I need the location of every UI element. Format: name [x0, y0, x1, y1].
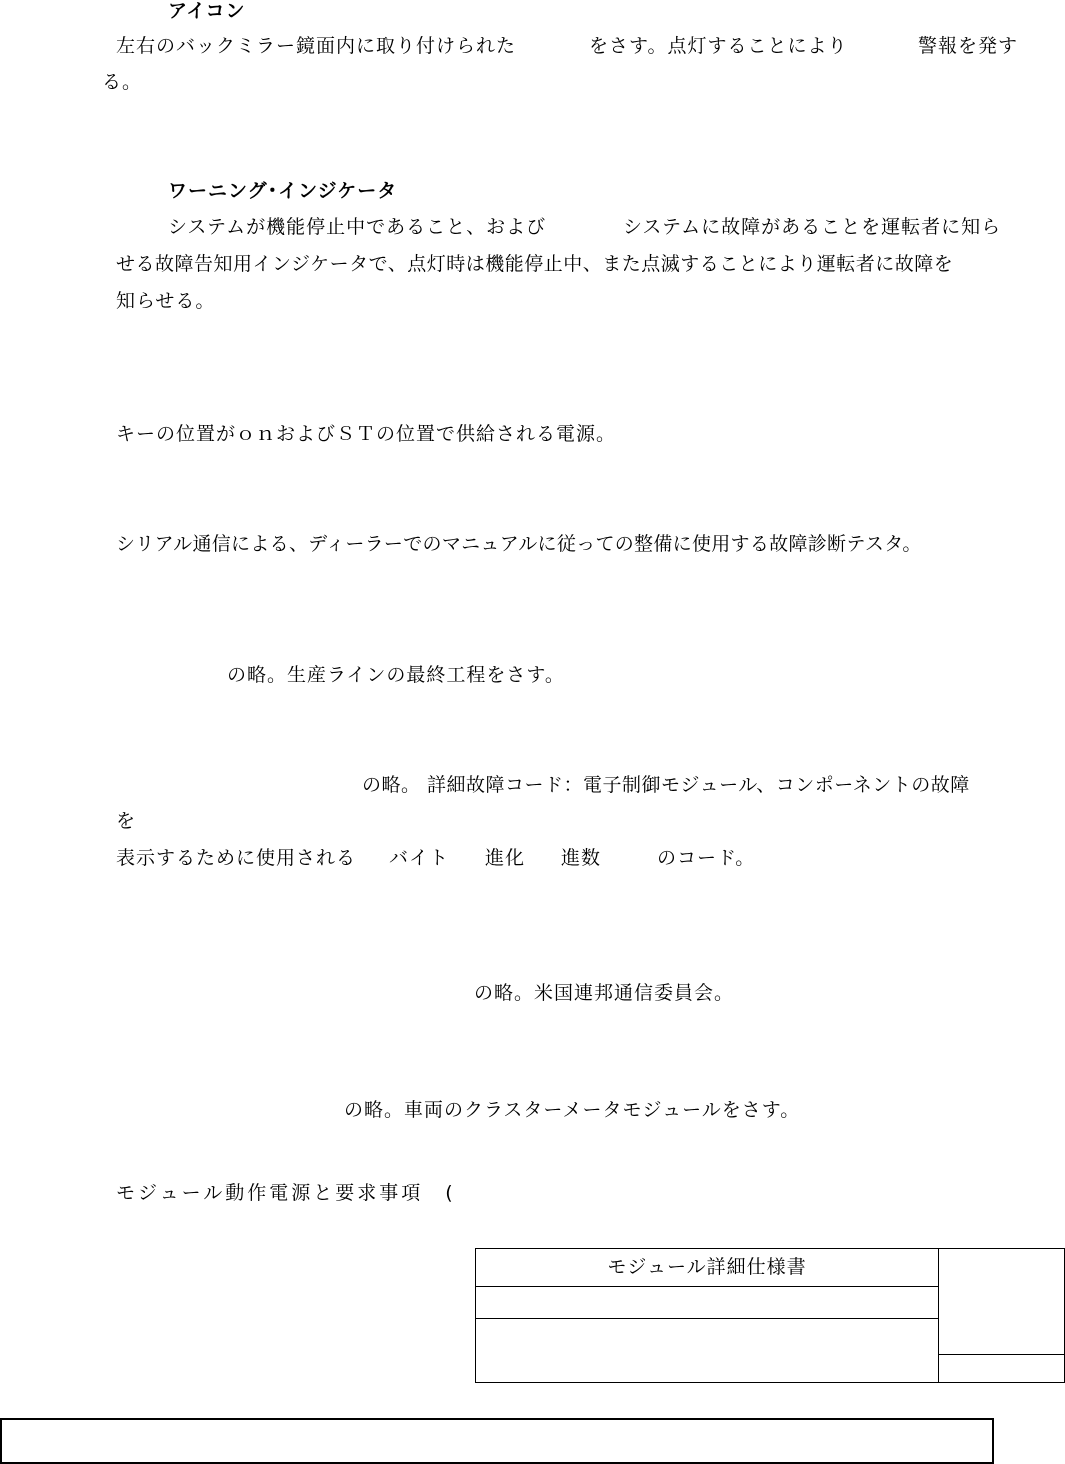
title-block-row-line-1 [475, 1286, 939, 1287]
ign-definition: キーの位置がｏｎおよびＳＴの位置で供給される電源。 [116, 423, 617, 445]
icon-desc-line1c: 警報を発す [918, 35, 1019, 57]
icon-desc-line2: る。 [102, 71, 143, 93]
dtc-definition-line2: を [116, 810, 137, 832]
warning-desc-line1a: システムが機能停止中であること、および [168, 216, 547, 238]
icon-heading: アイコン [168, 0, 246, 22]
power-requirements-heading: モジュール動作電源と要求事項 ( [116, 1182, 456, 1204]
dtc-definition-line3b: バイト [389, 847, 450, 869]
warning-desc-line3: 知らせる。 [116, 290, 216, 312]
warning-heading: ワーニング･インジケータ [168, 180, 398, 202]
dtc-definition-line3e: のコード。 [657, 847, 756, 869]
warning-desc-line1b: システムに故障があることを運転者に知ら [623, 216, 1002, 238]
dtc-definition-line1: の略。 詳細故障コード：電子制御モジュール、コンポーネントの故障 [362, 774, 970, 796]
footer-box [0, 1418, 994, 1464]
tester-definition: シリアル通信による、ディーラーでのマニュアルに従っての整備に使用する故障診断テスタ。 [116, 533, 922, 555]
eol-definition: の略。生産ラインの最終工程をさす。 [227, 664, 565, 686]
warning-desc-line2: せる故障告知用インジケータで、点灯時は機能停止中、また点滅することにより運転者に故障を [116, 253, 954, 275]
title-block-title: モジュール詳細仕様書 [607, 1256, 807, 1278]
fcc-definition: の略。米国連邦通信委員会。 [474, 982, 735, 1004]
dtc-definition-line3a: 表示するために使用される [116, 847, 357, 869]
dtc-definition-line3d: 進数 [561, 847, 602, 869]
cluster-definition: の略。車両のクラスターメータモジュールをさす。 [344, 1099, 801, 1121]
title-block-page-cell-line [938, 1354, 1065, 1355]
icon-desc-line1a: 左右のバックミラー鏡面内に取り付けられた [116, 35, 517, 57]
title-block-row-line-2 [475, 1318, 939, 1319]
icon-desc-line1b: をさす。点灯することにより [589, 35, 848, 57]
dtc-definition-line3c: 進化 [485, 847, 526, 869]
